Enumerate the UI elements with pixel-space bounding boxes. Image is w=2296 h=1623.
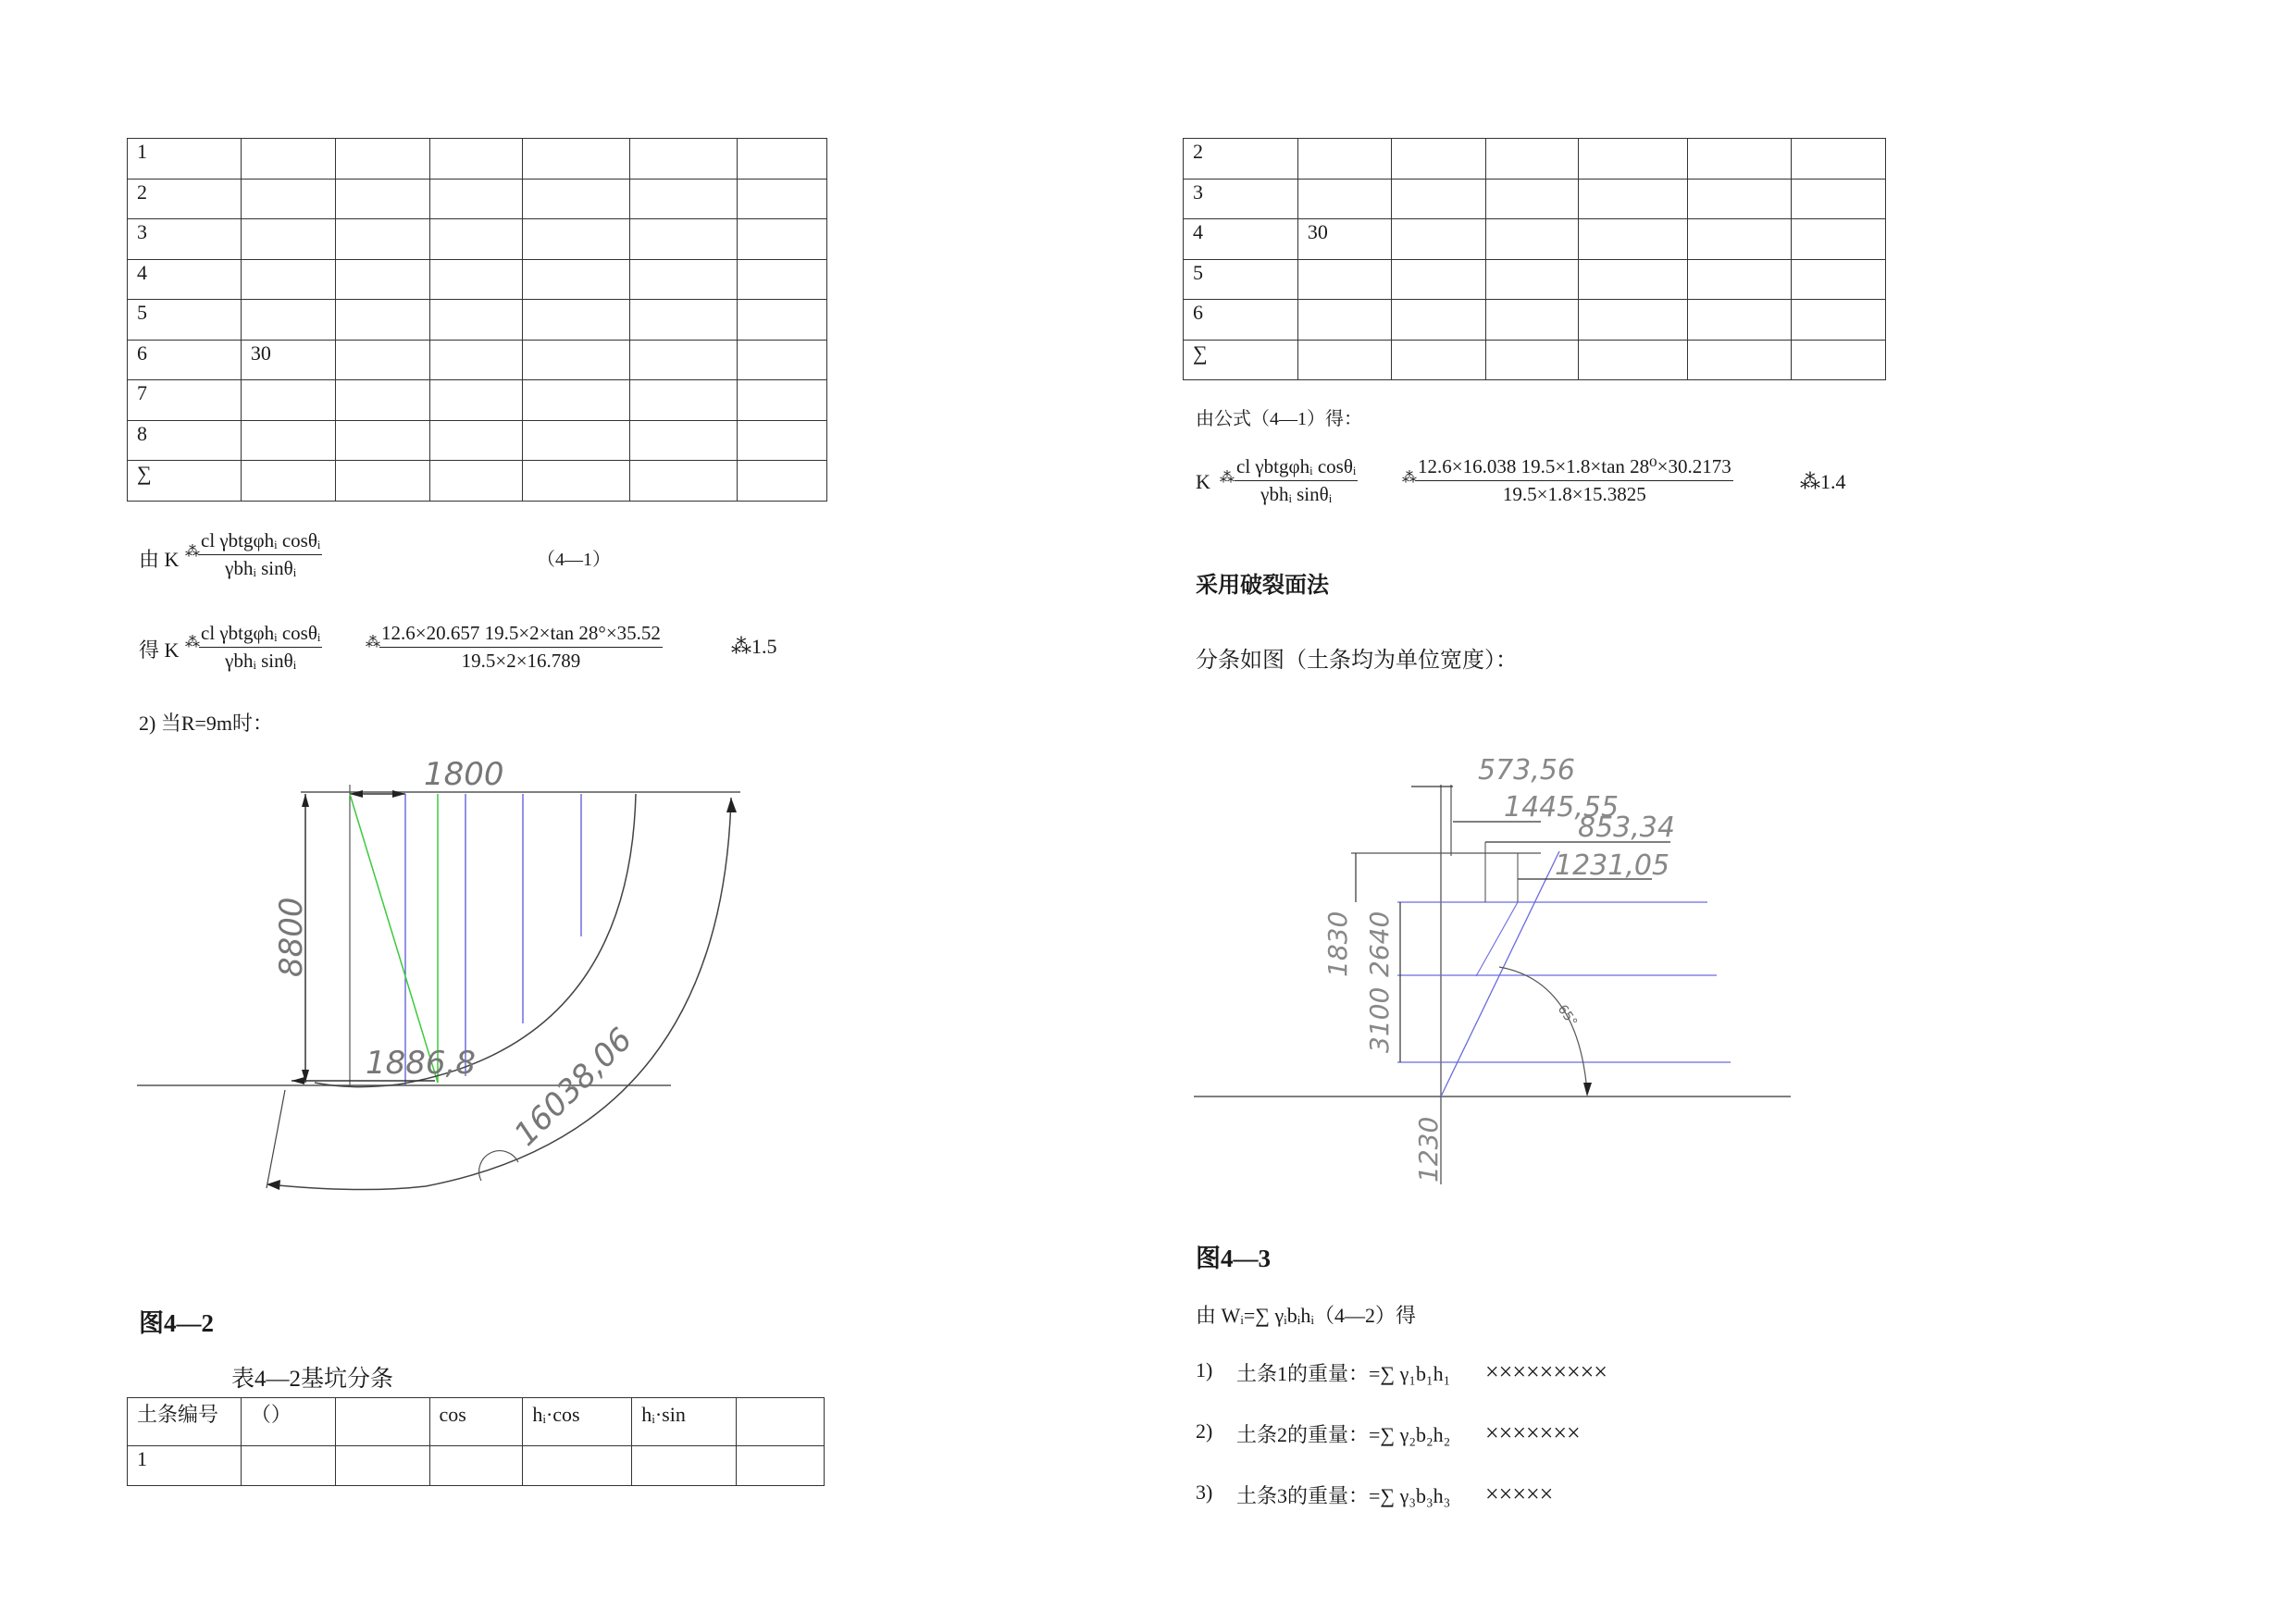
angle-arc [1499,967,1587,1092]
top-dim-arrow-left [350,790,363,798]
weight-item-label: 土条2的重量：=∑ γ₂b₂h₂ [1236,1423,1451,1446]
table-row [128,300,827,341]
formula2-num-a: cl γbtgφhᵢ cosθᵢ [199,622,322,648]
table-cell [523,461,630,502]
table-cell [632,1446,737,1486]
table-row [1184,139,1886,180]
table-cell [523,259,630,300]
table-header-cell: hᵢ·cos [523,1398,632,1446]
table-cell [1688,259,1792,300]
table-cell [1391,179,1485,219]
case2-text: 2) 当R=9m时： [139,712,274,735]
table-cell [523,1446,632,1486]
formula2-sym-b: ⁂ [366,635,380,650]
weight-item-tail: ××××××× [1485,1419,1581,1446]
table-header-cell [335,1398,429,1446]
table-cell [523,300,630,341]
table-cell [1792,219,1886,260]
formula1-denominator: γbhᵢ sinθᵢ [225,557,297,579]
table-cell [429,259,523,300]
table-header-cell: hᵢ·sin [632,1398,737,1446]
table-row [128,139,827,180]
top-dim-arrow-right [392,790,405,798]
table-cell [1485,259,1579,300]
table-cell [523,139,630,180]
table-cell [1688,300,1792,341]
formula-intro: 由公式（4—1）得： [1196,409,1362,429]
table-cell [523,380,630,421]
table-cell [1579,340,1688,380]
table-cell [335,420,429,461]
formula2-fraction-a [199,622,322,673]
table-cell [335,139,429,180]
table-cell [630,179,738,219]
table-cell [429,461,523,502]
weight-item-number: 1) [1196,1358,1213,1381]
table-cell [738,179,827,219]
table-cell [241,1446,335,1486]
figure-4-3 [1189,740,1800,1203]
dim-v4: 1230 [1413,1116,1444,1183]
table-cell [523,420,630,461]
table-cell [1391,300,1485,341]
right-data-table [1183,138,1886,380]
table-cell [1579,219,1688,260]
table-row [128,1446,825,1486]
formula2-result: ⁂1.5 [731,635,777,658]
height-dim-arrow-top [302,794,309,807]
formula2-sym-a: ⁂ [185,635,200,650]
weight-item-label: 土条3的重量：=∑ γ₃b₃h₃ [1236,1484,1451,1507]
formula2-den-b: 19.5×2×16.789 [461,650,581,672]
table-cell [1297,259,1391,300]
table-cell: 4 [128,259,242,300]
table-cell: ∑ [1184,340,1298,380]
table-cell [1792,259,1886,300]
table-cell: 5 [128,300,242,341]
outer-arc-arrow-bottom [267,1180,280,1190]
table-cell: 2 [1184,139,1298,180]
formula3-result: ⁂1.4 [1800,470,1846,493]
table-cell [241,259,335,300]
table-row [1184,300,1886,341]
table-cell [241,219,335,260]
table-cell [1792,340,1886,380]
table-cell [1579,300,1688,341]
dim-v3: 3100 [1364,986,1395,1053]
table-cell [241,139,335,180]
table-cell [335,219,429,260]
table-cell [429,340,523,380]
weight-item-tail: ××××× [1485,1481,1554,1507]
table-cell [1297,300,1391,341]
table-row [128,340,827,380]
table-cell [429,420,523,461]
table-row [1184,259,1886,300]
table-cell [738,461,827,502]
table-cell [429,179,523,219]
formula2-fraction-b [379,622,663,673]
table-cell [1297,340,1391,380]
formula3-sym-b: ⁂ [1402,470,1417,486]
table-cell: 8 [128,420,242,461]
weight-formula: 由 Wᵢ=∑ γᵢbᵢhᵢ（4—2）得 [1196,1304,1416,1327]
table-cell [1391,219,1485,260]
table-row [1184,340,1886,380]
table-cell [523,340,630,380]
table-cell: 1 [128,1446,242,1486]
table-cell: 3 [128,219,242,260]
table-cell [335,380,429,421]
formula2-prefix: 得 K [139,638,180,662]
table-row [128,380,827,421]
formula3-num-b: 12.6×16.038 19.5×1.8×tan 28⁰×30.2173 [1416,455,1733,481]
dim-top: 1800 [424,756,504,793]
dim-height: 8800 [273,897,310,977]
table-cell [738,219,827,260]
formula1-sym: ⁂ [185,544,200,560]
table-cell [335,1446,429,1486]
table-row [1184,179,1886,219]
table-cell [630,139,738,180]
weight-item-number: 3) [1196,1481,1213,1504]
table-row [128,461,827,502]
table-cell [1297,139,1391,180]
left-strip-table [127,1397,825,1486]
figure-4-3-title: 图4—3 [1196,1245,1271,1272]
dim-v1: 1830 [1322,911,1353,977]
formula1-numerator: cl γbtgφhᵢ cosθᵢ [199,529,322,555]
table-row [128,219,827,260]
table-cell [241,420,335,461]
table-cell [1391,340,1485,380]
table-cell: 6 [1184,300,1298,341]
table-cell [1688,179,1792,219]
table-cell [738,340,827,380]
table-cell [1391,139,1485,180]
table-cell [335,461,429,502]
dim-d4: 1231,05 [1555,849,1670,882]
table-cell [738,420,827,461]
formula1-tag: （4—1） [537,550,611,570]
table-cell [630,259,738,300]
table-cell: 30 [1297,219,1391,260]
formula3-den-b: 19.5×1.8×15.3825 [1502,483,1646,505]
figure-4-2 [130,740,796,1203]
table-cell [335,179,429,219]
table-cell [1792,179,1886,219]
weight-item-number: 2) [1196,1419,1213,1443]
table-cell: 7 [128,380,242,421]
table-cell [241,380,335,421]
table-cell [630,420,738,461]
formula3-den-a: γbhᵢ sinθᵢ [1260,483,1333,505]
formula2-num-b: 12.6×20.657 19.5×2×tan 28°×35.52 [379,622,663,648]
table-header-cell [737,1398,825,1446]
dim-d3: 853,34 [1578,812,1675,844]
table-row [128,259,827,300]
method-heading: 采用破裂面法 [1196,572,1329,598]
table-cell: 2 [128,179,242,219]
table-cell [737,1446,825,1486]
slip-line-low [1476,902,1518,976]
dim-d2: 1445,55 [1504,791,1620,824]
table-cell: 4 [1184,219,1298,260]
table-cell: 3 [1184,179,1298,219]
table-cell [1792,139,1886,180]
table-cell [630,461,738,502]
table-cell: 6 [128,340,242,380]
table-row [1184,219,1886,260]
green-diagonal [350,794,438,1083]
dim-bottom: 1886,8 [366,1045,476,1082]
formula3-fraction-a [1235,455,1358,506]
table-cell [1792,300,1886,341]
table-header-cell: 土条编号 [128,1398,242,1446]
table-cell [429,1446,523,1486]
table-cell [1579,139,1688,180]
figure-4-2-title: 图4—2 [139,1309,214,1337]
table-cell [429,380,523,421]
table-cell [241,179,335,219]
dim-v2: 2640 [1364,911,1395,977]
table-cell [523,179,630,219]
table-cell: 5 [1184,259,1298,300]
table-cell: 1 [128,139,242,180]
table-cell [335,300,429,341]
table-row [128,179,827,219]
table-row [128,420,827,461]
table-cell [241,300,335,341]
weight-item-label: 土条1的重量：=∑ γ₁b₁h₁ [1236,1362,1451,1385]
table2-caption: 表4—2基坑分条 [231,1367,394,1392]
slip-arc-outer [268,798,731,1190]
table-cell [1297,179,1391,219]
table-cell [630,300,738,341]
table-cell [241,461,335,502]
table-cell [1485,139,1579,180]
outer-arc-arrow-top [726,798,737,812]
table-cell [335,259,429,300]
table-cell [523,219,630,260]
table-header-cell: （） [241,1398,335,1446]
split-text: 分条如图（土条均为单位宽度）： [1196,649,1518,673]
outer-arc-tick [267,1090,285,1188]
table-cell [1688,139,1792,180]
table-cell [1485,179,1579,219]
slip-line [1441,851,1559,1096]
table-cell [1485,300,1579,341]
table-cell [429,139,523,180]
formula3-prefix: K [1196,470,1210,493]
table-cell [738,300,827,341]
angle-arrow [1583,1083,1592,1096]
bottom-dim-arrow [292,1077,304,1084]
dim-d1: 573,56 [1478,754,1575,787]
table-cell [1391,259,1485,300]
formula3-fraction-b [1416,455,1733,506]
table-cell [1485,219,1579,260]
formula2-den-a: γbhᵢ sinθᵢ [225,650,297,672]
table-cell [738,139,827,180]
formula1-prefix: 由 K [139,548,180,571]
angle-label: 65° [1554,1002,1581,1030]
table-cell [630,219,738,260]
table-header-cell: cos [429,1398,523,1446]
table-cell [738,259,827,300]
formula1-fraction [199,529,322,580]
table-cell [1688,340,1792,380]
table-cell [630,380,738,421]
table-cell [1579,179,1688,219]
table-cell [1485,340,1579,380]
formula3-sym-a: ⁂ [1220,470,1235,486]
table-cell [335,340,429,380]
table-cell [738,380,827,421]
weight-item-tail: ××××××××× [1485,1358,1607,1385]
dim-arc: 16038,06 [507,1021,640,1154]
left-data-table [127,138,827,502]
table-cell [1688,219,1792,260]
table-cell [429,219,523,260]
table-cell [429,300,523,341]
table-cell [630,340,738,380]
table-cell: ∑ [128,461,242,502]
table-cell: 30 [241,340,335,380]
formula3-num-a: cl γbtgφhᵢ cosθᵢ [1235,455,1358,481]
table-cell [1579,259,1688,300]
